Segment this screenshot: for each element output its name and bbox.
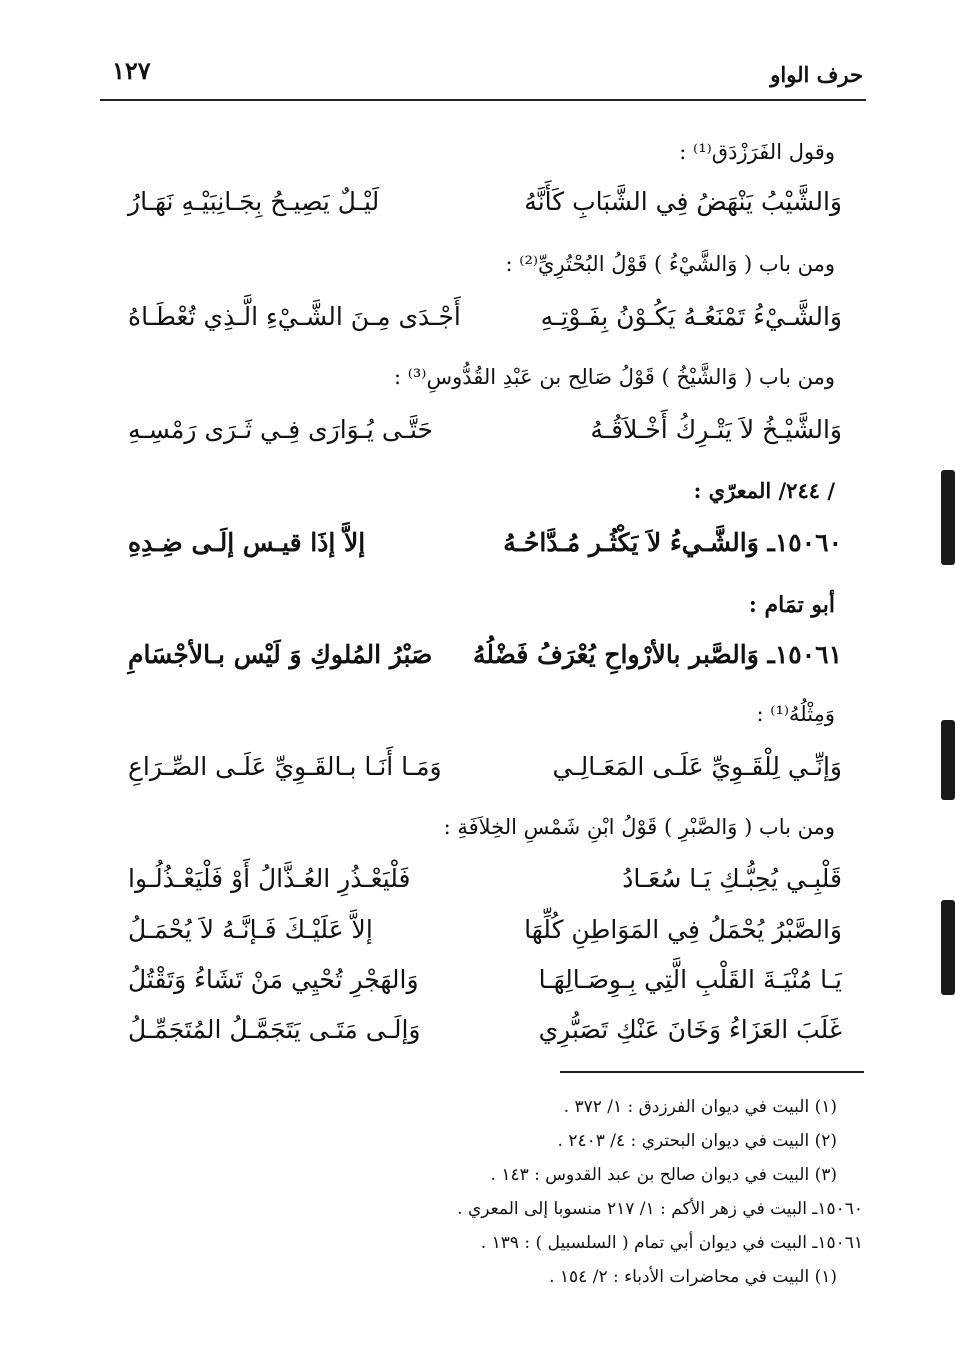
scan-edge-mark [941, 900, 955, 995]
scan-edge-mark [941, 720, 955, 800]
header-divider [100, 99, 866, 101]
verse-1 [128, 187, 842, 227]
verse-3-second-hemistich: حَتَّـى يُـوَارَى فِـي ثَـرَى رَمْسِـهِ [128, 415, 433, 444]
intro-line-salih: ومن باب ( وَالشَّيْخُ ) قَوْلُ صَالِح بن عَبْدِ القُدُّوسِ⁽³⁾ : [393, 365, 835, 389]
scan-edge-mark [941, 470, 955, 565]
running-header-title: حرف الواو [770, 62, 863, 87]
footnote-1: (١) البيت في ديوان الفرزدق : ١/ ٣٧٢ . [563, 1097, 837, 1117]
verse-10 [128, 1015, 842, 1055]
verse-7-second-hemistich: فَلْيَعْـذُرِ العُـذَّالُ أَوْ فَلْيَعْـذُلُـوا [128, 864, 411, 893]
verse-10-second-hemistich: وَإلَـى مَتَـى يَتَجَمَّـلُ المُتَجَمِّـلُ [128, 1015, 421, 1044]
intro-line-farazdaq: وقول الفَرَزْدَق⁽¹⁾ : [679, 140, 835, 164]
footnote-divider [560, 1071, 864, 1073]
verse-15060-first-hemistich: ١٥٠٦٠ـ وَالشَّـيءُ لاَ يَكْثُـر مُـدَّاحُـهُ [503, 528, 842, 557]
verse-15061 [128, 640, 842, 680]
verse-6-first-hemistich: وَإنِّـي لِلْقَـوِيِّ عَلَـى المَعَـالِـي [552, 752, 842, 781]
verse-9-second-hemistich: وَالهَجْرِ تُحْيِي مَنْ تَشَاءُ وَتَقْتُلُ [128, 965, 419, 994]
verse-1-second-hemistich: لَيْـلٌ يَصِيـحُ بِجَـانِبَيْـهِ نَهَـارُ [128, 187, 380, 216]
verse-2 [128, 302, 842, 342]
verse-9 [128, 965, 842, 1005]
verse-15060 [128, 528, 842, 568]
footnote-1b: (١) البيت في محاضرات الأدباء : ٢/ ١٥٤ . [549, 1267, 837, 1287]
verse-8-second-hemistich: إلاَّ عَلَيْـكَ فَـإنَّـهُ لاَ يُحْمَـلُ [128, 915, 373, 944]
verse-15061-second-hemistich: صَبْرُ المُلوكِ وَ لَيْس بـالأجْسَامِ [128, 640, 433, 669]
footnote-15060: ١٥٠٦٠ـ البيت في زهر الأكم : ١/ ٢١٧ منسوبا إلى المعري . [457, 1199, 863, 1219]
verse-1-first-hemistich: وَالشَّيْبُ يَنْهَضُ فِي الشَّبَابِ كَأَنَّهُ [524, 187, 842, 216]
verse-6 [128, 752, 842, 792]
verse-3 [128, 415, 842, 455]
verse-7-first-hemistich: قَلْبِـي يُحِبُّـكِ يَـا سُعَـادُ [622, 864, 842, 893]
verse-15060-second-hemistich: إلاَّ إذَا قيـس إلَـى ضِـدِهِ [128, 528, 366, 557]
section-marker-maarri: / ٢٤٤/ المعرّي : [693, 478, 835, 503]
footnote-3: (٣) البيت في ديوان صالح بن عبد القدوس : ١٤٣ . [490, 1165, 837, 1185]
page-number: ١٢٧ [112, 56, 151, 85]
verse-3-first-hemistich: وَالشَّيْـخُ لاَ يَتْـرِكُ أَخْـلاَقُـهُ [590, 415, 842, 444]
verse-10-first-hemistich: غَلَبَ العَزَاءُ وَخَانَ عَنْكِ تَصَبُّرِي [538, 1015, 842, 1044]
verse-6-second-hemistich: وَمَـا أَنَـا بـالقَـوِيِّ عَلَـى الصِّـرَاعِ [128, 752, 442, 781]
verse-2-second-hemistich: أَجْـدَى مِـنَ الشَّـيْءِ الَّـذِي تُعْطَـاهُ [128, 302, 461, 331]
verse-9-first-hemistich: يَـا مُنْيَـةَ القَلْبِ الَّتِي بِـوِصَـالِهَـا [538, 965, 842, 994]
verse-7 [128, 864, 842, 904]
footnote-2: (٢) البيت في ديوان البحتري : ٤/ ٢٤٠٣ . [557, 1131, 837, 1151]
verse-15061-first-hemistich: ١٥٠٦١ـ وَالصَّبر بالأرْواحِ يُعْرَفُ فَضْلُهُ [472, 640, 842, 669]
footnote-15061: ١٥٠٦١ـ البيت في ديوان أبي تمام ( السلسبيل ) : ١٣٩ . [480, 1233, 863, 1253]
verse-8 [128, 915, 842, 955]
poet-name-abu-tammam: أبو تمَام : [748, 592, 835, 618]
intro-line-mithluhu: وَمِثْلُهُ⁽¹⁾ : [756, 702, 835, 726]
verse-8-first-hemistich: وَالصَّبْرُ يُحْمَلُ فِي المَوَاطِنِ كُلِّهَا [524, 915, 842, 944]
verse-2-first-hemistich: وَالشَّـيْءُ تَمْنَعُـهُ يَكُـوْنُ بِفَـوْتِـهِ [540, 302, 842, 331]
intro-line-ibn-shams: ومن باب ( وَالصَّبْرِ ) قَوْلُ ابْنِ شَمْسِ الخِلاَفَةِ : [443, 815, 835, 839]
intro-line-buhturi: ومن باب ( وَالشَّيْءُ ) قَوْلُ البُحْتُرِيِّ⁽²⁾ : [505, 252, 835, 276]
